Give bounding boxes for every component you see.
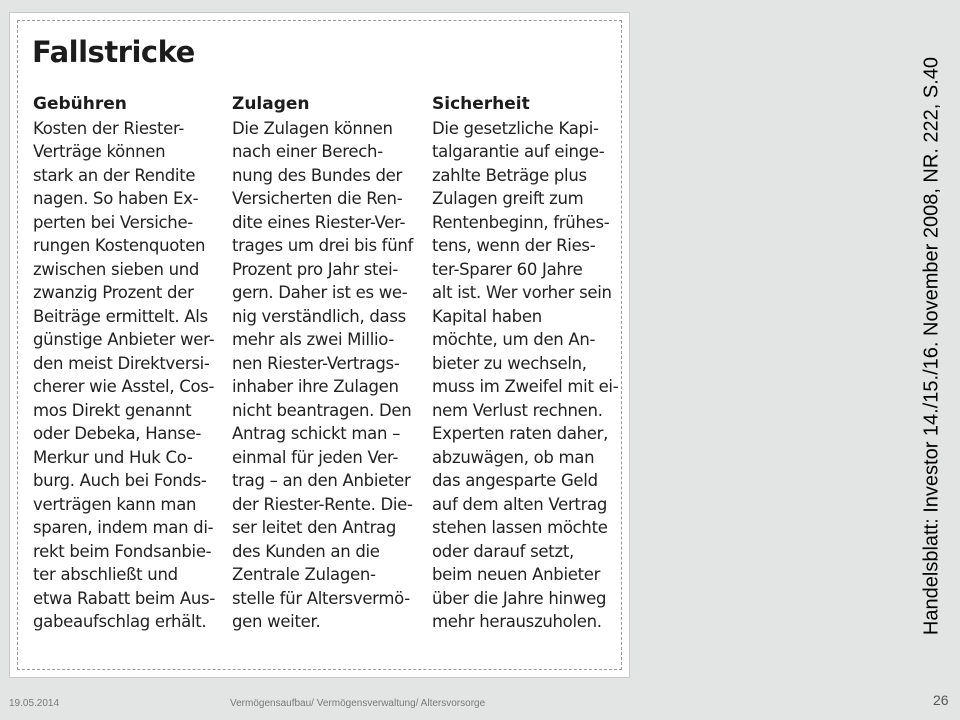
article-column-gebuehren (33, 93, 229, 634)
column-text-line: nagen. So haben Ex- (33, 189, 199, 208)
column-text-line: perten bei Versiche- (33, 212, 193, 232)
column-text-line: etwa Rabatt beim Aus- (33, 588, 215, 608)
column-text-line: Zentrale Zulagen- (232, 565, 376, 584)
column-text-line: muss im Zweifel mit ei- (432, 377, 619, 396)
column-text-line: über die Jahre hinweg (432, 588, 607, 608)
column-text-line: zwischen sieben und (33, 259, 200, 279)
column-text-line: nem Verlust rechnen. (432, 400, 603, 420)
column-text-line: burg. Auch bei Fonds- (33, 471, 207, 490)
column-text-line: abzuwägen, ob man (432, 447, 595, 467)
column-text-line: das angesparte Geld (432, 471, 598, 490)
column-text-line: gabeaufschlag erhält. (33, 612, 207, 631)
column-text-line: den meist Direktversi- (33, 353, 210, 373)
column-text-line: inhaber ihre Zulagen (232, 377, 399, 396)
column-text-line: sparen, indem man di- (33, 518, 214, 537)
column-text-line: Verträge können (33, 142, 166, 161)
column-text-line: Antrag schickt man – (232, 424, 401, 443)
column-body (432, 117, 628, 634)
column-text-line: oder darauf setzt, (432, 541, 574, 561)
column-text-line: Kosten der Riester- (33, 118, 185, 138)
column-text-line: talgarantie auf einge- (432, 142, 605, 161)
source-caption: Handelsblatt: Investor 14./15./16. November 2008, NR. 222, S.40 (920, 56, 943, 636)
column-text-line: nen Riester-Vertrags- (232, 353, 400, 373)
column-text-line: dite eines Riester-Ver- (232, 212, 406, 232)
column-text-line: der Riester-Rente. Die- (232, 494, 413, 514)
column-text-line: ter abschließt und (33, 565, 178, 584)
column-heading: Gebühren (33, 94, 127, 114)
column-text-line: einmal für jeden Ver- (232, 447, 399, 467)
column-text-line: günstige Anbieter wer- (33, 330, 215, 349)
article-column-sicherheit (432, 93, 628, 634)
column-body (33, 117, 229, 634)
footer-date: 19.05.2014 (9, 698, 60, 709)
article-headline: Fallstricke (32, 35, 195, 69)
column-text-line: Prozent pro Jahr stei- (232, 259, 399, 279)
column-text-line: stark an der Rendite (33, 165, 196, 185)
column-text-line: Die Zulagen können (232, 118, 393, 138)
column-text-line: des Kunden an die (232, 541, 380, 561)
column-text-line: verträgen kann man (33, 494, 197, 514)
column-text-line: mos Direkt genannt (33, 400, 192, 420)
column-text-line: ser leitet den Antrag (232, 518, 397, 537)
column-text-line: Beiträge ermittelt. Als (33, 306, 208, 326)
column-text-line: trages um drei bis fünf (232, 236, 414, 255)
column-text-line: möchte, um den An- (432, 330, 596, 349)
column-text-line: stelle für Altersvermö- (232, 588, 410, 608)
column-text-line: ter-Sparer 60 Jahre (432, 259, 583, 279)
column-text-line: oder Debeka, Hanse- (33, 424, 202, 443)
column-text-line: nach einer Berech- (232, 142, 383, 161)
column-text-line: Kapital haben (432, 306, 542, 326)
column-text-line: rekt beim Fondsanbie- (33, 541, 212, 561)
article-clipping (9, 12, 630, 678)
article-column-zulagen (232, 93, 428, 634)
column-text-line: zwanzig Prozent der (33, 283, 194, 302)
column-text-line: zahlte Beträge plus (432, 165, 587, 185)
column-text-line: cherer wie Asstel, Cos- (33, 377, 215, 396)
column-text-line: stehen lassen möchte (432, 518, 608, 537)
footer-title: Vermögensaufbau/ Vermögensverwaltung/ Altersvorsorge (230, 698, 486, 709)
column-text-line: Zulagen greift zum (432, 189, 584, 208)
column-text-line: Versicherten die Ren- (232, 189, 403, 208)
column-text-line: Experten raten daher, (432, 424, 609, 443)
column-text-line: mehr herauszuholen. (432, 612, 602, 631)
column-text-line: Merkur und Huk Co- (33, 447, 193, 467)
column-text-line: Rentenbeginn, frühes- (432, 212, 610, 232)
page-number: 26 (933, 692, 949, 708)
column-text-line: auf dem alten Vertrag (432, 494, 608, 514)
column-text-line: Die gesetzliche Kapi- (432, 118, 599, 138)
column-text-line: gern. Daher ist es we- (232, 283, 408, 302)
column-heading: Sicherheit (432, 94, 530, 114)
column-text-line: nung des Bundes der (232, 165, 402, 185)
column-text-line: mehr als zwei Millio- (232, 330, 395, 349)
column-text-line: nig verständlich, dass (232, 306, 406, 326)
column-text-line: nicht beantragen. Den (232, 400, 412, 420)
column-text-line: trag – an den Anbieter (232, 471, 411, 490)
column-text-line: tens, wenn der Ries- (432, 236, 596, 255)
column-text-line: alt ist. Wer vorher sein (432, 283, 612, 302)
column-text-line: beim neuen Anbieter (432, 565, 601, 584)
column-body (232, 117, 428, 634)
column-text-line: rungen Kostenquoten (33, 236, 206, 255)
column-text-line: bieter zu wechseln, (432, 353, 587, 373)
column-heading: Zulagen (232, 94, 310, 114)
column-text-line: gen weiter. (232, 612, 321, 631)
